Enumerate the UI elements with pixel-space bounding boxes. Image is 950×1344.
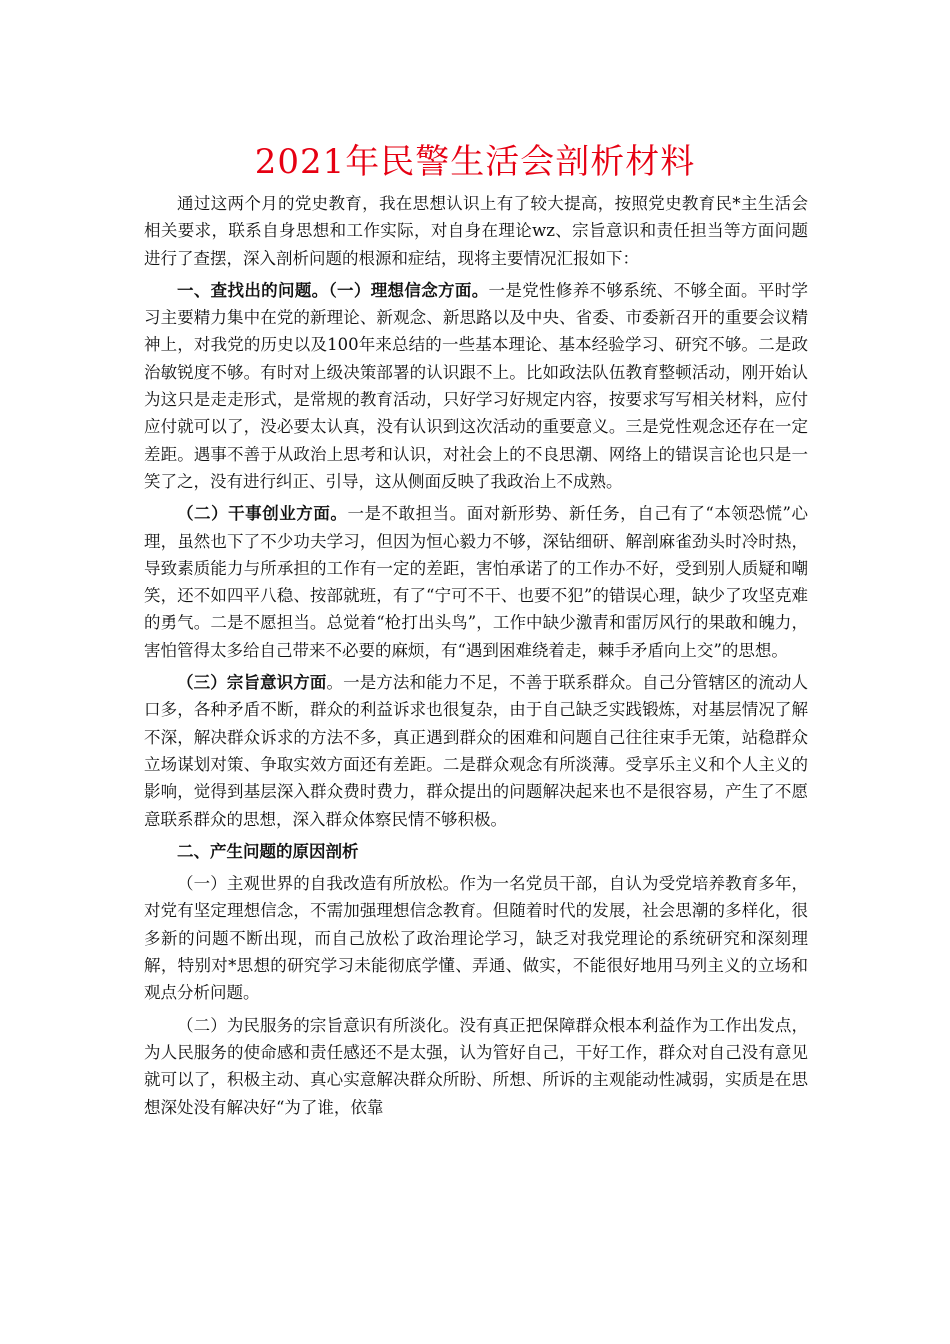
document-title: 2021年民警生活会剖析材料 xyxy=(254,142,696,182)
paragraph-text: 一是不敢担当。面对新形势、新任务，自己有了“本领恐慌”心理，虽然也下了不少功夫学习，但因为恒心毅力不够，深钻细研、解剖麻雀劲头时冷时热，导致素质能力与所承担的工作有一定的差距，害怕承诺了的工作办不好，受到别人质疑和嘲笑，还不如四平八稳、按部就班，有了“宁可不干、也要不犯”的错误心理，缺少了攻坚克难的勇气。二是不愿担当。总觉着“枪打出头鸟”，工作中缺少激青和雷厉风行的果敢和魄力，害怕管得太多给自己带来不必要的麻烦，有“遇到困难绕着走，棘手矛盾向上交”的思想。 xyxy=(144,504,809,660)
section-heading-causes xyxy=(144,838,808,865)
document-body xyxy=(144,190,808,1126)
paragraph-lead: （二）干事创业方面。 xyxy=(177,504,348,524)
paragraph-text: 一是党性修养不够系统、不够全面。平时学习主要精力集中在党的新理论、新观念、新思路以及中央、省委、市委新召开的重要会议精神上，对我党的历史以及100年来总结的一些基本理论、基本经验学习、研究不够。二是政治敏锐度不够。有时对上级决策部署的认识跟不上。比如政法队伍教育整顿活动，刚开始认为这只是走走形式，是常规的教育活动，只好学习好规定内容，按要求写写相关材料，应付应付就可以了，没必要太认真，没有认识到这次活动的重要意义。三是党性观念还存在一定差距。遇事不善于从政治上思考和认识，对社会上的不良思潮、网络上的错误言论也只是一笑了之，没有进行纠正、引导，这从侧面反映了我政治上不成熟。 xyxy=(144,280,809,491)
paragraph-lead: （三）宗旨意识方面 xyxy=(177,673,327,693)
paragraph-cause-1 xyxy=(144,870,808,1006)
paragraph-entrepreneurship xyxy=(144,500,808,664)
paragraph-text: （一）主观世界的自我改造有所放松。作为一名党员干部，自认为受党培养教育多年，对党有坚定理想信念，不需加强理想信念教育。但随着时代的发展，社会思潮的多样化，很多新的问题不断出现，而自己放松了政治理论学习，缺乏对我党理论的系统研究和深刻理解，特别对*思想的研究学习未能彻底学懂、弄通、做实，不能很好地用马列主义的立场和观点分析问题。 xyxy=(144,874,808,1003)
paragraph-text: 通过这两个月的党史教育，我在思想认识上有了较大提高，按照党史教育民*主生活会相关要求，联系自身思想和工作实际，对自身在理论wz、宗旨意识和责任担当等方面问题进行了查摆，深入剖析问题的根源和症结，现将主要情况汇报如下： xyxy=(144,194,808,268)
paragraph-ideals xyxy=(144,277,808,495)
paragraph-text: 。一是方法和能力不足，不善于联系群众。自己分管辖区的流动人口多，各种矛盾不断，群众的利益诉求也很复杂，由于自己缺乏实践锻炼，对基层情况了解不深，解决群众诉求的方法不多，真正遇到群众的困难和问题自己往往束手无策，站稳群众立场谋划对策、争取实效方面还有差距。二是群众观念有所淡薄。受享乐主义和个人主义的影响，觉得到基层深入群众费时费力，群众提出的问题解决起来也不是很容易，产生了不愿意联系群众的思想，深入群众体察民情不够积极。 xyxy=(144,673,809,829)
paragraph-text: （二）为民服务的宗旨意识有所淡化。没有真正把保障群众根本利益作为工作出发点，为人民服务的使命感和责任感还不是太强，认为管好自己，干好工作，群众对自己没有意见就可以了，积极主动、真心实意解决群众所盼、所想、所诉的主观能动性减弱，实质是在思想深处没有解决好“为了谁，依靠 xyxy=(144,1015,808,1117)
paragraph-cause-2 xyxy=(144,1012,808,1121)
paragraph-intro xyxy=(144,190,808,272)
paragraph-lead: 一、查找出的问题。（一）理想信念方面。 xyxy=(177,280,489,300)
paragraph-purpose xyxy=(144,669,808,833)
paragraph-lead: 二、产生问题的原因剖析 xyxy=(177,841,359,861)
